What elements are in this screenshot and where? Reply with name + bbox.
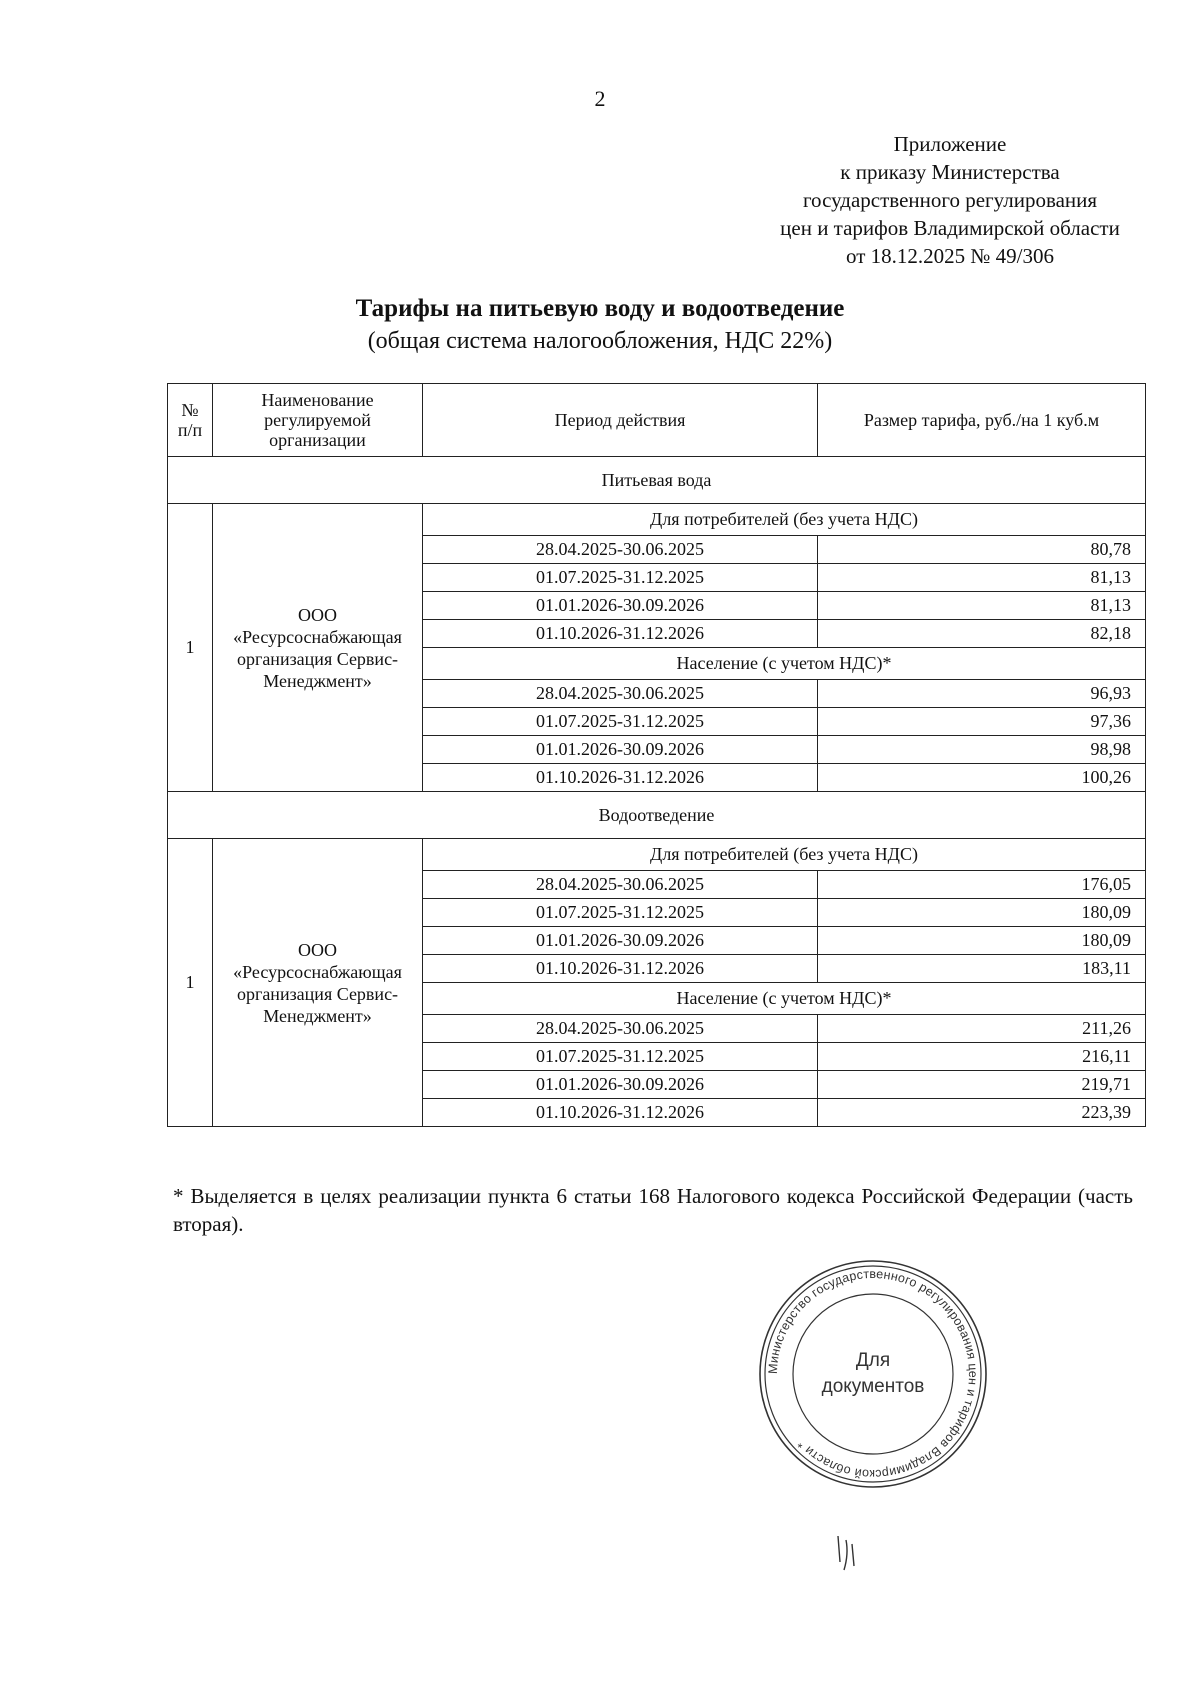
tariff-table bbox=[167, 383, 1146, 1127]
document-subtitle: (общая система налогообложения, НДС 22%) bbox=[367, 328, 833, 354]
tariff-value-cell: 180,09 bbox=[818, 899, 1146, 927]
group-label: Население (с учетом НДС)* bbox=[423, 983, 1146, 1015]
document-title: Тарифы на питьевую воду и водоотведение bbox=[355, 295, 845, 322]
tariff-value-cell: 81,13 bbox=[818, 592, 1146, 620]
stamp-center-line1: Для bbox=[855, 1350, 891, 1371]
period-cell: 01.10.2026-31.12.2026 bbox=[423, 955, 818, 983]
period-cell: 01.10.2026-31.12.2026 bbox=[423, 1099, 818, 1127]
period-cell: 01.10.2026-31.12.2026 bbox=[423, 764, 818, 792]
tariff-value-cell: 223,39 bbox=[818, 1099, 1146, 1127]
stamp-center-line2: документов bbox=[821, 1376, 925, 1397]
signature-mark bbox=[830, 1530, 870, 1580]
tariff-value-cell: 180,09 bbox=[818, 927, 1146, 955]
period-cell: 01.07.2025-31.12.2025 bbox=[423, 708, 818, 736]
period-cell: 01.01.2026-30.09.2026 bbox=[423, 736, 818, 764]
tariff-value-cell: 211,26 bbox=[818, 1015, 1146, 1043]
period-cell: 28.04.2025-30.06.2025 bbox=[423, 1015, 818, 1043]
organization-name: ООО «Ресурсоснабжающая организация Сервис-Менеджмент» bbox=[213, 839, 423, 1127]
tariff-value-cell: 98,98 bbox=[818, 736, 1146, 764]
tariff-value-cell: 81,13 bbox=[818, 564, 1146, 592]
appendix-line: Приложение bbox=[893, 132, 1007, 156]
period-cell: 01.07.2025-31.12.2025 bbox=[423, 564, 818, 592]
tariff-value-cell: 80,78 bbox=[818, 536, 1146, 564]
group-label: Для потребителей (без учета НДС) bbox=[423, 504, 1146, 536]
svg-text:Министерство государственного bbox=[766, 1267, 980, 1481]
header-org: Наименование регулируемой организации bbox=[213, 384, 423, 457]
period-cell: 01.01.2026-30.09.2026 bbox=[423, 592, 818, 620]
group-row bbox=[168, 839, 1146, 871]
period-cell: 28.04.2025-30.06.2025 bbox=[423, 871, 818, 899]
tariff-value-cell: 96,93 bbox=[818, 680, 1146, 708]
tariff-value-cell: 97,36 bbox=[818, 708, 1146, 736]
table-header-row bbox=[168, 384, 1146, 457]
appendix-block bbox=[745, 130, 1155, 270]
stamp-ring-text: Министерство государственного регулирования цен и тарифов Владимирской области * bbox=[765, 1266, 981, 1482]
tariff-value-cell: 100,26 bbox=[818, 764, 1146, 792]
row-number: 1 bbox=[168, 504, 213, 792]
period-cell: 01.07.2025-31.12.2025 bbox=[423, 1043, 818, 1071]
period-cell: 01.01.2026-30.09.2026 bbox=[423, 1071, 818, 1099]
tariff-value-cell: 216,11 bbox=[818, 1043, 1146, 1071]
section-row bbox=[168, 457, 1146, 504]
group-label: Население (с учетом НДС)* bbox=[423, 648, 1146, 680]
period-cell: 28.04.2025-30.06.2025 bbox=[423, 536, 818, 564]
header-num: № п/п bbox=[168, 384, 213, 457]
group-label: Для потребителей (без учета НДС) bbox=[423, 839, 1146, 871]
footnote: * Выделяется в целях реализации пункта 6 статьи 168 Налогового кодекса Российской Федерации (часть вторая). bbox=[173, 1184, 1133, 1236]
period-cell: 01.01.2026-30.09.2026 bbox=[423, 927, 818, 955]
section-title: Питьевая вода bbox=[168, 457, 1146, 504]
official-stamp bbox=[757, 1258, 989, 1490]
section-row bbox=[168, 792, 1146, 839]
tariff-value-cell: 183,11 bbox=[818, 955, 1146, 983]
appendix-line: от 18.12.2025 № 49/306 bbox=[845, 244, 1055, 268]
header-period: Период действия bbox=[423, 384, 818, 457]
tariff-value-cell: 176,05 bbox=[818, 871, 1146, 899]
page-number: 2 bbox=[594, 86, 606, 111]
appendix-line: государственного регулирования bbox=[802, 188, 1098, 212]
tariff-value-cell: 219,71 bbox=[818, 1071, 1146, 1099]
appendix-line: к приказу Министерства bbox=[840, 160, 1060, 184]
period-cell: 01.10.2026-31.12.2026 bbox=[423, 620, 818, 648]
appendix-line: цен и тарифов Владимирской области bbox=[780, 216, 1120, 240]
row-number: 1 bbox=[168, 839, 213, 1127]
tariff-value-cell: 82,18 bbox=[818, 620, 1146, 648]
header-tariff: Размер тарифа, руб./на 1 куб.м bbox=[818, 384, 1146, 457]
group-row bbox=[168, 504, 1146, 536]
period-cell: 28.04.2025-30.06.2025 bbox=[423, 680, 818, 708]
period-cell: 01.07.2025-31.12.2025 bbox=[423, 899, 818, 927]
organization-name: ООО «Ресурсоснабжающая организация Сервис-Менеджмент» bbox=[213, 504, 423, 792]
section-title: Водоотведение bbox=[168, 792, 1146, 839]
